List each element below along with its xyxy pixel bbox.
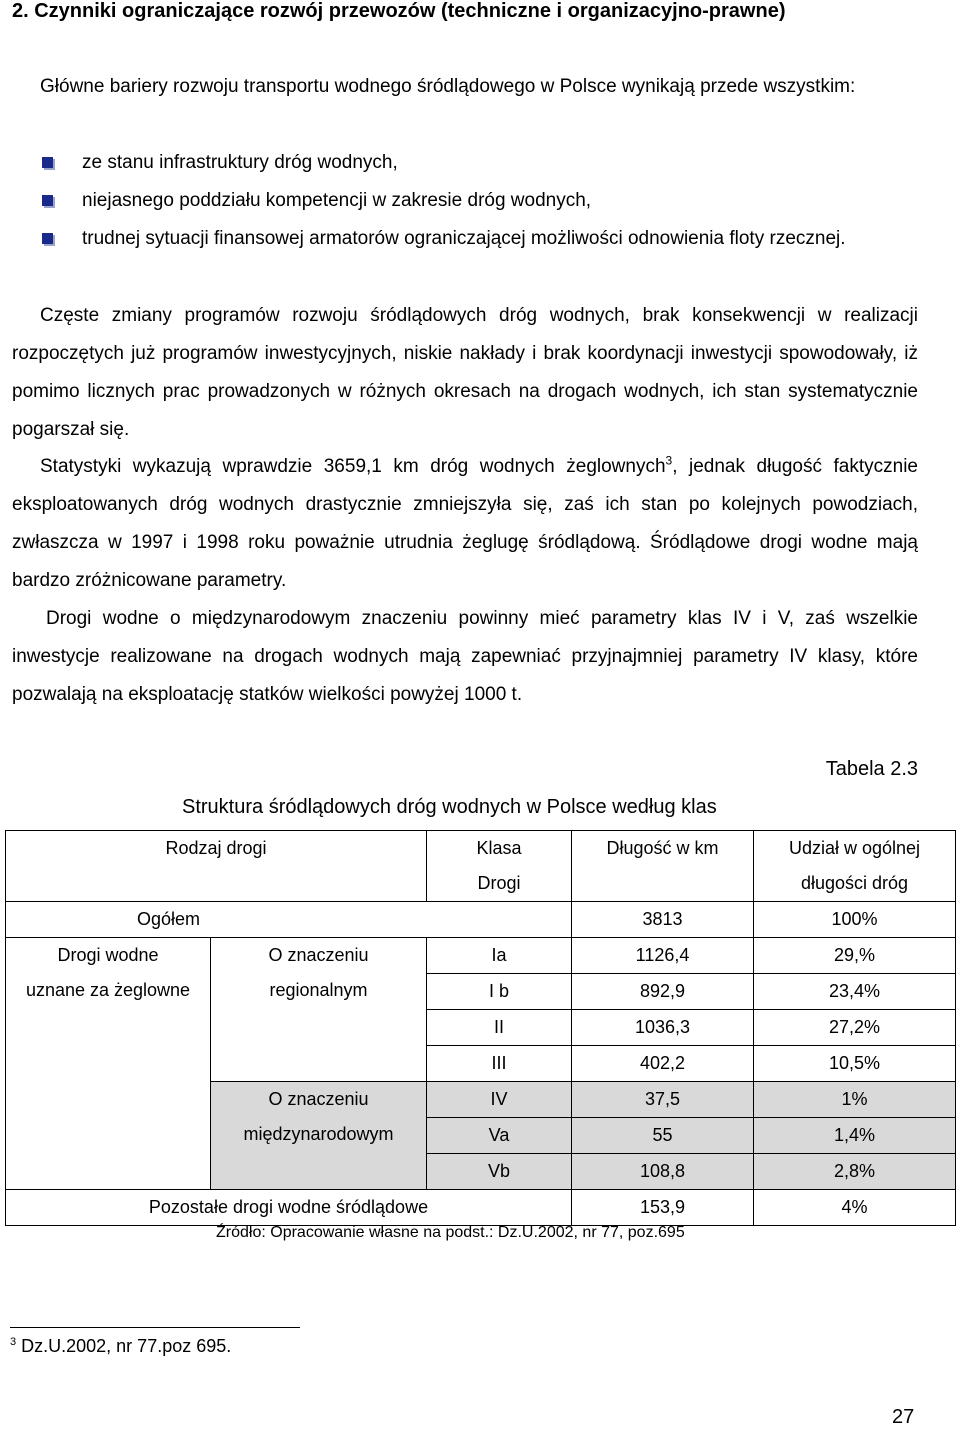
paragraph-changes: Częste zmiany programów rozwoju śródlądowych dróg wodnych, brak konsekwencji w realizacji rozpoczętych już programów inwestycyjnych, niskie nakłady i brak koordynacji inwestycji spowodowały, iż pomimo licznych prac prowadzonych w różnych okresach na drogach wodnych, ich stan systematycznie pogarszał się.: [12, 305, 918, 440]
total-share: 100%: [754, 902, 956, 938]
table-title: Struktura śródlądowych dróg wodnych w Polsce według klas: [182, 796, 717, 818]
group-label-line1: Drogi wodne: [57, 945, 159, 965]
header-class-line1: Klasa: [476, 838, 522, 858]
barriers-list: [40, 144, 918, 258]
footnote-reference[interactable]: 3: [665, 453, 673, 468]
page-number: 27: [892, 1406, 915, 1428]
regional-label-line1: O znaczeniu: [268, 945, 369, 965]
footnote-divider: [10, 1327, 300, 1328]
paragraph-parameters: Drogi wodne o międzynarodowym znaczeniu powinny mieć parametry klas IV i V, zaś wszelkie inwestycje realizowane na drogach wodnych mają zapewniać przyjnajmniej parametry IV klasy, które pozwalają na eksploatację statków wielkości powyżej 1000 t.: [12, 608, 918, 705]
regional-label: [211, 938, 427, 1082]
share-cell: 1,4%: [754, 1118, 956, 1154]
footnote: [10, 1336, 231, 1357]
header-share: [754, 831, 956, 902]
waterways-table: [5, 830, 956, 1226]
share-cell: 29,%: [754, 938, 956, 974]
length-cell: 1036,3: [572, 1010, 754, 1046]
footnote-text: Dz.U.2002, nr 77.poz 695.: [16, 1336, 232, 1356]
share-cell: 27,2%: [754, 1010, 956, 1046]
international-label-line2: międzynarodowym: [243, 1124, 394, 1144]
other-length: 153,9: [572, 1190, 754, 1226]
total-label: [6, 902, 572, 938]
bullet-square-icon: [42, 233, 53, 244]
table-source: Źródło: Opracowanie własne na podst.: Dz.U.2002, nr 77, poz.695: [216, 1224, 685, 1241]
section-heading: 2. Czynniki ograniczające rozwój przewozów (techniczne i organizacyjno-prawne): [12, 0, 786, 22]
list-item-text: trudnej sytuacji finansowej armatorów ograniczającej możliwości odnowienia floty rzecznej.: [82, 228, 846, 249]
list-item-text: ze stanu infrastruktury dróg wodnych,: [82, 152, 398, 173]
class-cell: II: [427, 1010, 572, 1046]
footnote-mark: 3: [10, 1336, 17, 1348]
international-label: [211, 1082, 427, 1190]
group-label-line2: uznane za żeglowne: [25, 980, 191, 1000]
other-label: Pozostałe drogi wodne śródlądowe: [6, 1190, 572, 1226]
table-row-total: [6, 902, 956, 938]
length-cell: 402,2: [572, 1046, 754, 1082]
bullet-square-icon: [42, 157, 53, 168]
header-share-line2: długości dróg: [800, 873, 909, 893]
header-type: Rodzaj drogi: [6, 831, 427, 902]
class-cell: III: [427, 1046, 572, 1082]
regional-label-line2: regionalnym: [269, 980, 368, 1000]
other-share: 4%: [754, 1190, 956, 1226]
table-header-row: [6, 831, 956, 902]
table-row-other: [6, 1190, 956, 1226]
header-class-line2: Drogi: [477, 873, 521, 893]
length-cell: 37,5: [572, 1082, 754, 1118]
international-label-line1: O znaczeniu: [268, 1089, 369, 1109]
length-cell: 1126,4: [572, 938, 754, 974]
intro-paragraph: Główne bariery rozwoju transportu wodnego śródlądowego w Polsce wynikają przede wszystkim:: [40, 76, 856, 97]
length-cell: 108,8: [572, 1154, 754, 1190]
class-cell: I b: [427, 974, 572, 1010]
total-length: 3813: [572, 902, 754, 938]
share-cell: 10,5%: [754, 1046, 956, 1082]
share-cell: 2,8%: [754, 1154, 956, 1190]
list-item: [40, 220, 918, 258]
class-cell: Va: [427, 1118, 572, 1154]
header-share-line1: Udział w ogólnej: [788, 838, 921, 858]
table-row: [6, 938, 956, 974]
share-cell: 23,4%: [754, 974, 956, 1010]
table-number: Tabela 2.3: [825, 758, 918, 780]
length-cell: 892,9: [572, 974, 754, 1010]
paragraph-statistics-text-cont: , jednak długość faktycznie eksploatowanych dróg wodnych drastycznie zmniejszyła się, zaś ich stan po kolejnych powodziach, zwłaszcza w 1997 i 1998 roku poważnie utrudnia żeglugę śródlądową. Śródlądowe drogi wodne mają bardzo zróżnicowane parametry.: [12, 456, 918, 591]
length-cell: 55: [572, 1118, 754, 1154]
header-length: Długość w km: [572, 831, 754, 902]
header-class: [427, 831, 572, 902]
class-cell: IV: [427, 1082, 572, 1118]
list-item: [40, 144, 918, 182]
paragraph-statistics: [12, 448, 918, 600]
group-label: [6, 938, 211, 1190]
paragraph-statistics-text: Statystyki wykazują wprawdzie 3659,1 km dróg wodnych żeglownych: [40, 456, 666, 477]
total-label-text: Ogółem: [136, 909, 201, 929]
class-cell: Ia: [427, 938, 572, 974]
list-item: [40, 182, 918, 220]
bullet-square-icon: [42, 195, 53, 206]
class-cell: Vb: [427, 1154, 572, 1190]
list-item-text: niejasnego poddziału kompetencji w zakresie dróg wodnych,: [82, 190, 592, 211]
share-cell: 1%: [754, 1082, 956, 1118]
